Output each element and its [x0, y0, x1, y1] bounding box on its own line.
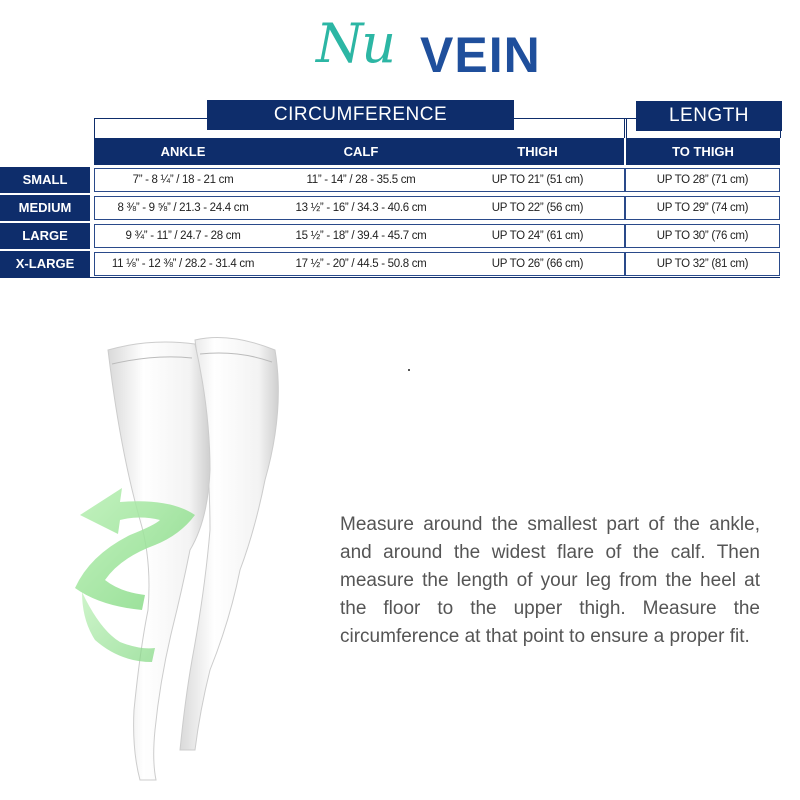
length-bracket-right-drop	[780, 118, 781, 138]
cell-calf: 11” - 14” / 28 - 35.5 cm	[306, 174, 416, 186]
length-bracket-left-drop	[626, 118, 627, 138]
brand-logo	[0, 10, 800, 83]
cell-ankle: 9 ¾” - 11” / 24.7 - 28 cm	[125, 230, 241, 242]
column-header-to-thigh: TO THIGH	[672, 144, 734, 159]
logo-script-text: Nu	[316, 12, 395, 75]
cell-ankle: 7” - 8 ¼” / 18 - 21 cm	[132, 174, 234, 186]
table-bottom-rule	[0, 277, 780, 278]
cell-to-thigh: UP TO 32” (81 cm)	[656, 258, 749, 270]
circumference-header: CIRCUMFERENCE	[207, 100, 514, 130]
cell-ankle: 11 ⅛” - 12 ⅜” / 28.2 - 31.4 cm	[111, 258, 255, 270]
circumference-bracket-right	[514, 118, 625, 119]
stray-dot	[408, 369, 410, 371]
cell-thigh: UP TO 26” (66 cm)	[491, 258, 584, 270]
row-label-small: SMALL	[0, 167, 90, 193]
length-header: LENGTH	[636, 101, 782, 131]
column-header-bar	[94, 138, 780, 165]
circumference-bracket-left	[94, 118, 207, 119]
measurement-instructions: Measure around the smallest part of the ankle, and around the widest flare of the calf. Then measure the length of your leg from the heel at the floor to the upper thigh. Measure the circumference at that point to ensure a proper fit.	[340, 514, 760, 647]
logo-block-text: VEIN	[420, 27, 541, 83]
row-label-x-large: X-LARGE	[0, 251, 90, 277]
cell-calf: 15 ½” - 18” / 39.4 - 45.7 cm	[295, 230, 427, 242]
column-header-thigh: THIGH	[517, 144, 558, 159]
cell-calf: 13 ½” - 16” / 34.3 - 40.6 cm	[295, 202, 427, 214]
cell-to-thigh: UP TO 29” (74 cm)	[656, 202, 749, 214]
cell-thigh: UP TO 21” (51 cm)	[491, 174, 584, 186]
stocking-legs-illustration	[60, 330, 300, 790]
cell-thigh: UP TO 22” (56 cm)	[491, 202, 584, 214]
row-label-medium: MEDIUM	[0, 195, 90, 221]
cell-thigh: UP TO 24” (61 cm)	[491, 230, 584, 242]
row-label-large: LARGE	[0, 223, 90, 249]
circumference-bracket-left-drop	[94, 118, 95, 138]
cell-calf: 17 ½” - 20” / 44.5 - 50.8 cm	[295, 258, 427, 270]
column-header-calf: CALF	[343, 144, 379, 159]
column-header-ankle: ANKLE	[160, 144, 206, 159]
cell-to-thigh: UP TO 30” (76 cm)	[656, 230, 749, 242]
cell-to-thigh: UP TO 28” (71 cm)	[656, 174, 749, 186]
cell-ankle: 8 ⅜” - 9 ⅝” / 21.3 - 24.4 cm	[117, 202, 249, 214]
circumference-bracket-right-drop	[624, 118, 625, 138]
